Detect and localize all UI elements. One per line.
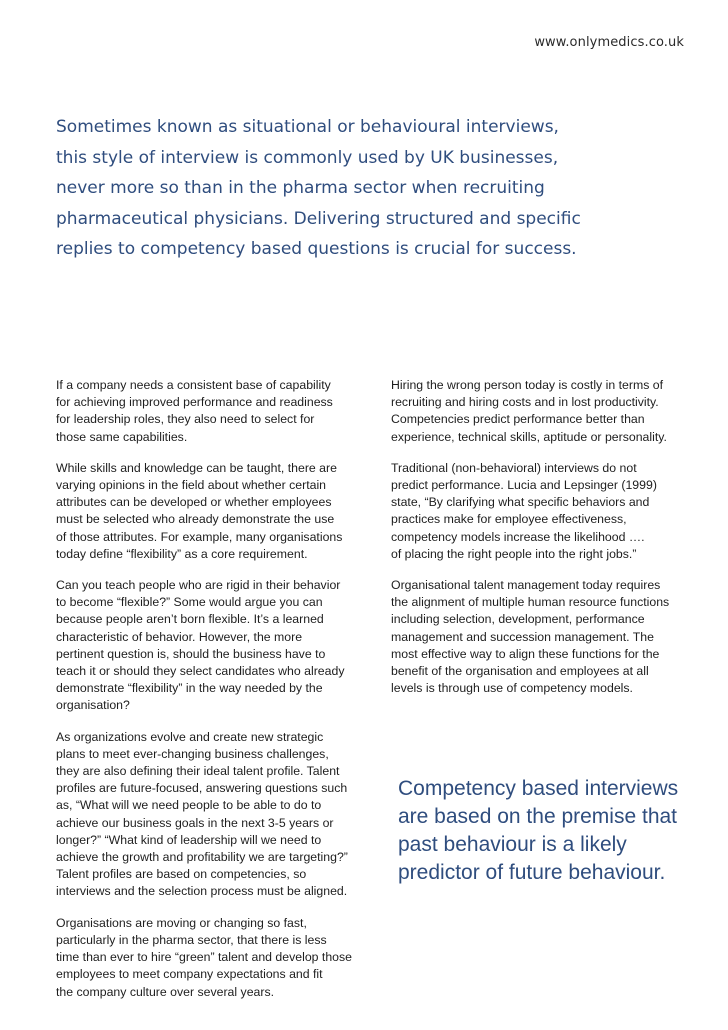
paragraph-line: organisation?: [56, 698, 130, 713]
lead-line: replies to competency based questions is crucial for success.: [56, 239, 577, 259]
paragraph-line: levels is through use of competency models.: [391, 681, 633, 696]
pull-quote-line: predictor of future behaviour.: [398, 861, 666, 884]
body-paragraph: [391, 377, 713, 446]
paragraph-line: of placing the right people into the right jobs.”: [391, 546, 637, 561]
paragraph-line: experience, technical skills, aptitude or personality.: [391, 429, 667, 444]
body-paragraph: [56, 915, 396, 1001]
lead-line: Sometimes known as situational or behavioural interviews,: [56, 117, 559, 137]
pull-quote-line: Competency based interviews: [398, 777, 679, 800]
body-paragraph: [391, 460, 713, 563]
paragraph-line: As organizations evolve and create new strategic: [56, 729, 324, 744]
paragraph-line: profiles are future-focused, answering questions such: [56, 781, 348, 796]
paragraph-line: longer?” “What kind of leadership will we need to: [56, 832, 322, 847]
body-paragraph: [56, 377, 396, 446]
paragraph-line: employees to meet company expectations and fit: [56, 967, 323, 982]
paragraph-line: particularly in the pharma sector, that there is less: [56, 932, 327, 947]
paragraph-line: competency models increase the likelihood ….: [391, 529, 645, 544]
paragraph-line: management and succession management. The: [391, 629, 654, 644]
paragraph-line: most effective way to align these functions for the: [391, 646, 660, 661]
paragraph-line: pertinent question is, should the business have to: [56, 646, 326, 661]
pull-quote-line: past behaviour is a likely: [398, 833, 627, 856]
paragraph-line: Organisations are moving or changing so fast,: [56, 915, 307, 930]
header-url: www.onlymedics.co.uk: [534, 35, 684, 50]
paragraph-line: Competencies predict performance better than: [391, 412, 645, 427]
paragraph-line: Talent profiles are based on competencies, so: [56, 867, 307, 882]
paragraph-line: demonstrate “flexibility” in the way needed by the: [56, 681, 323, 696]
paragraph-line: If a company needs a consistent base of capability: [56, 378, 331, 392]
paragraph-line: Organisational talent management today requires: [391, 578, 661, 593]
paragraph-line: interviews and the selection process must be aligned.: [56, 884, 348, 899]
paragraph-line: for leadership roles, they also need to select for: [56, 412, 315, 427]
body-paragraph: [391, 577, 713, 697]
paragraph-line: practices make for employee effectiveness,: [391, 512, 627, 527]
paragraph-line: attributes can be developed or whether employees: [56, 495, 332, 510]
lead-line: this style of interview is commonly used by UK businesses,: [56, 147, 559, 168]
paragraph-line: because people aren’t born flexible. It’s a learned: [56, 612, 324, 627]
paragraph-line: characteristic of behavior. However, the more: [56, 629, 303, 644]
paragraph-line: for achieving improved performance and readiness: [56, 395, 333, 410]
paragraph-line: as, “What will we need people to be able to do to: [56, 798, 322, 813]
paragraph-line: time than ever to hire “green” talent and develop those: [56, 950, 352, 965]
paragraph-line: plans to meet ever-changing business challenges,: [56, 746, 329, 761]
paragraph-line: varying opinions in the field about whether certain: [56, 478, 327, 493]
paragraph-line: achieve the growth and profitability we are targeting?”: [56, 850, 348, 865]
body-paragraph: [56, 460, 396, 563]
paragraph-line: those same capabilities.: [56, 429, 188, 444]
paragraph-line: they are also defining their ideal talent profile. Talent: [56, 764, 340, 779]
paragraph-line: teach it or should they select candidates who already: [56, 664, 345, 679]
paragraph-line: to become “flexible?” Some would argue you can: [56, 595, 323, 610]
pull-quote: [398, 775, 708, 887]
paragraph-line: today define “flexibility” as a core requirement.: [56, 546, 308, 561]
body-paragraph: [56, 577, 396, 715]
paragraph-line: must be selected who already demonstrate the use: [56, 512, 335, 527]
paragraph-line: Hiring the wrong person today is costly in terms of: [391, 378, 664, 392]
paragraph-line: While skills and knowledge can be taught, there are: [56, 460, 337, 475]
pull-quote-line: are based on the premise that: [398, 805, 678, 828]
paragraph-line: achieve our business goals in the next 3-5 years or: [56, 815, 334, 830]
paragraph-line: Can you teach people who are rigid in their behavior: [56, 578, 341, 593]
lead-line: never more so than in the pharma sector when recruiting: [56, 178, 545, 198]
lead-intro: [56, 112, 676, 265]
paragraph-line: predict performance. Lucia and Lepsinger (1999): [391, 478, 657, 493]
paragraph-line: Traditional (non-behavioral) interviews do not: [391, 460, 637, 475]
lead-line: pharmaceutical physicians. Delivering structured and specific: [56, 208, 581, 229]
paragraph-line: of those attributes. For example, many organisations: [56, 529, 343, 544]
left-column: [56, 377, 396, 1015]
paragraph-line: the alignment of multiple human resource functions: [391, 595, 670, 610]
body-paragraph: [56, 729, 396, 901]
paragraph-line: benefit of the organisation and employees at all: [391, 664, 649, 679]
paragraph-line: recruiting and hiring costs and in lost productivity.: [391, 395, 659, 410]
paragraph-line: including selection, development, performance: [391, 612, 645, 627]
paragraph-line: state, “By clarifying what specific behaviors and: [391, 495, 650, 510]
right-column: [391, 377, 713, 711]
paragraph-line: the company culture over several years.: [56, 984, 275, 999]
